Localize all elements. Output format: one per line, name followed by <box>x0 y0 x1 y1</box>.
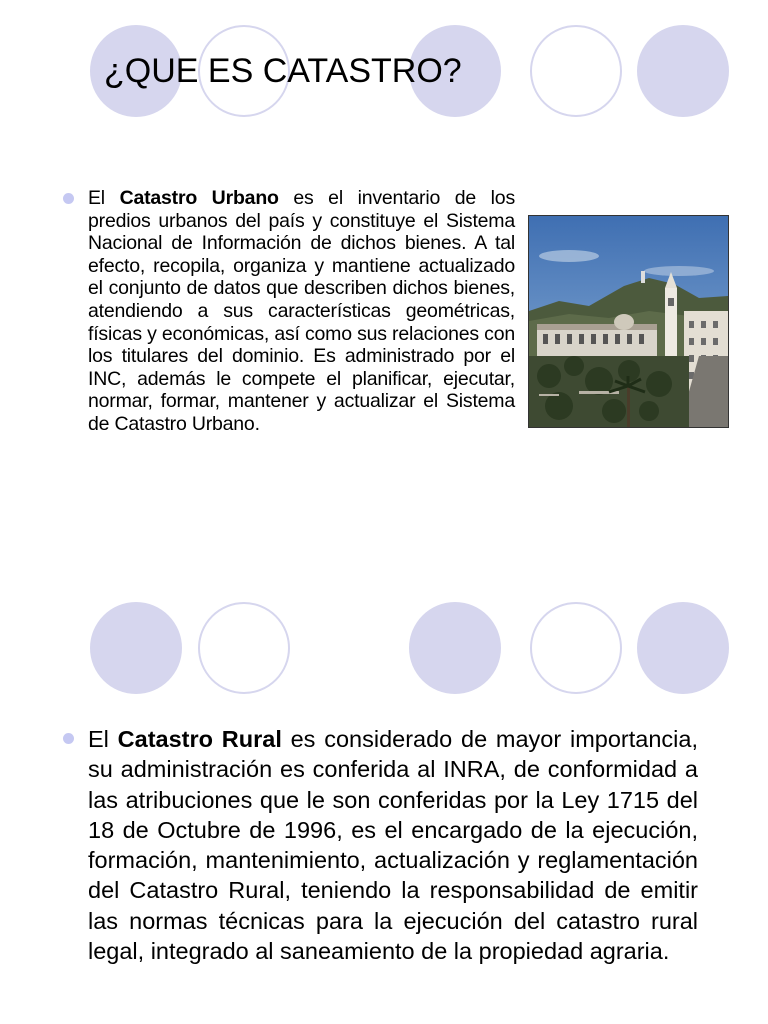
bullet-icon <box>63 193 74 204</box>
decor-circle-filled <box>637 25 729 117</box>
decor-circle-filled <box>90 602 182 694</box>
paragraph-lead: El <box>88 726 118 752</box>
decor-circle-filled <box>637 602 729 694</box>
paragraph-bold-term: Catastro Urbano <box>119 187 279 209</box>
decor-circle-outline <box>530 602 622 694</box>
slide-title: ¿QUE ES CATASTRO? <box>104 52 462 90</box>
decor-circle-outline <box>198 602 290 694</box>
city-plaza-photo <box>528 215 729 428</box>
paragraph-bold-term: Catastro Rural <box>117 726 282 752</box>
urban-cadastre-paragraph <box>88 187 515 436</box>
decor-circle-outline <box>530 25 622 117</box>
rural-cadastre-paragraph <box>88 724 698 966</box>
paragraph-lead: El <box>88 187 120 209</box>
paragraph-body: es considerado de mayor importancia, su administración es conferida al INRA, de conformidad a las atribuciones que le son conferidas por la Ley 1715 del 18 de Octubre de 1996, es el encargado de la ejecución, formación, mantenimiento, actualización y reglamentación del Catastro Rural, teniendo la responsabilidad de emitir las normas técnicas para la ejecución del catastro rural legal, integrado al saneamiento de la propiedad agraria. <box>88 726 698 965</box>
decor-circle-filled <box>409 602 501 694</box>
bullet-icon <box>63 733 74 744</box>
paragraph-body: es el inventario de los predios urbanos del país y constituye el Sistema Nacional de Información de dichos bienes. A tal efecto, recopila, organiza y mantiene actualizado el conjunto de datos que describen dichos bienes, atendiendo a sus características geométricas, físicas y económicas, así como sus relaciones con los titulares del dominio. Es administrado por el INC, además le compete el planificar, ejecutar, normar, formar, mantener y actualizar el Sistema de Catastro Urbano. <box>88 187 515 435</box>
